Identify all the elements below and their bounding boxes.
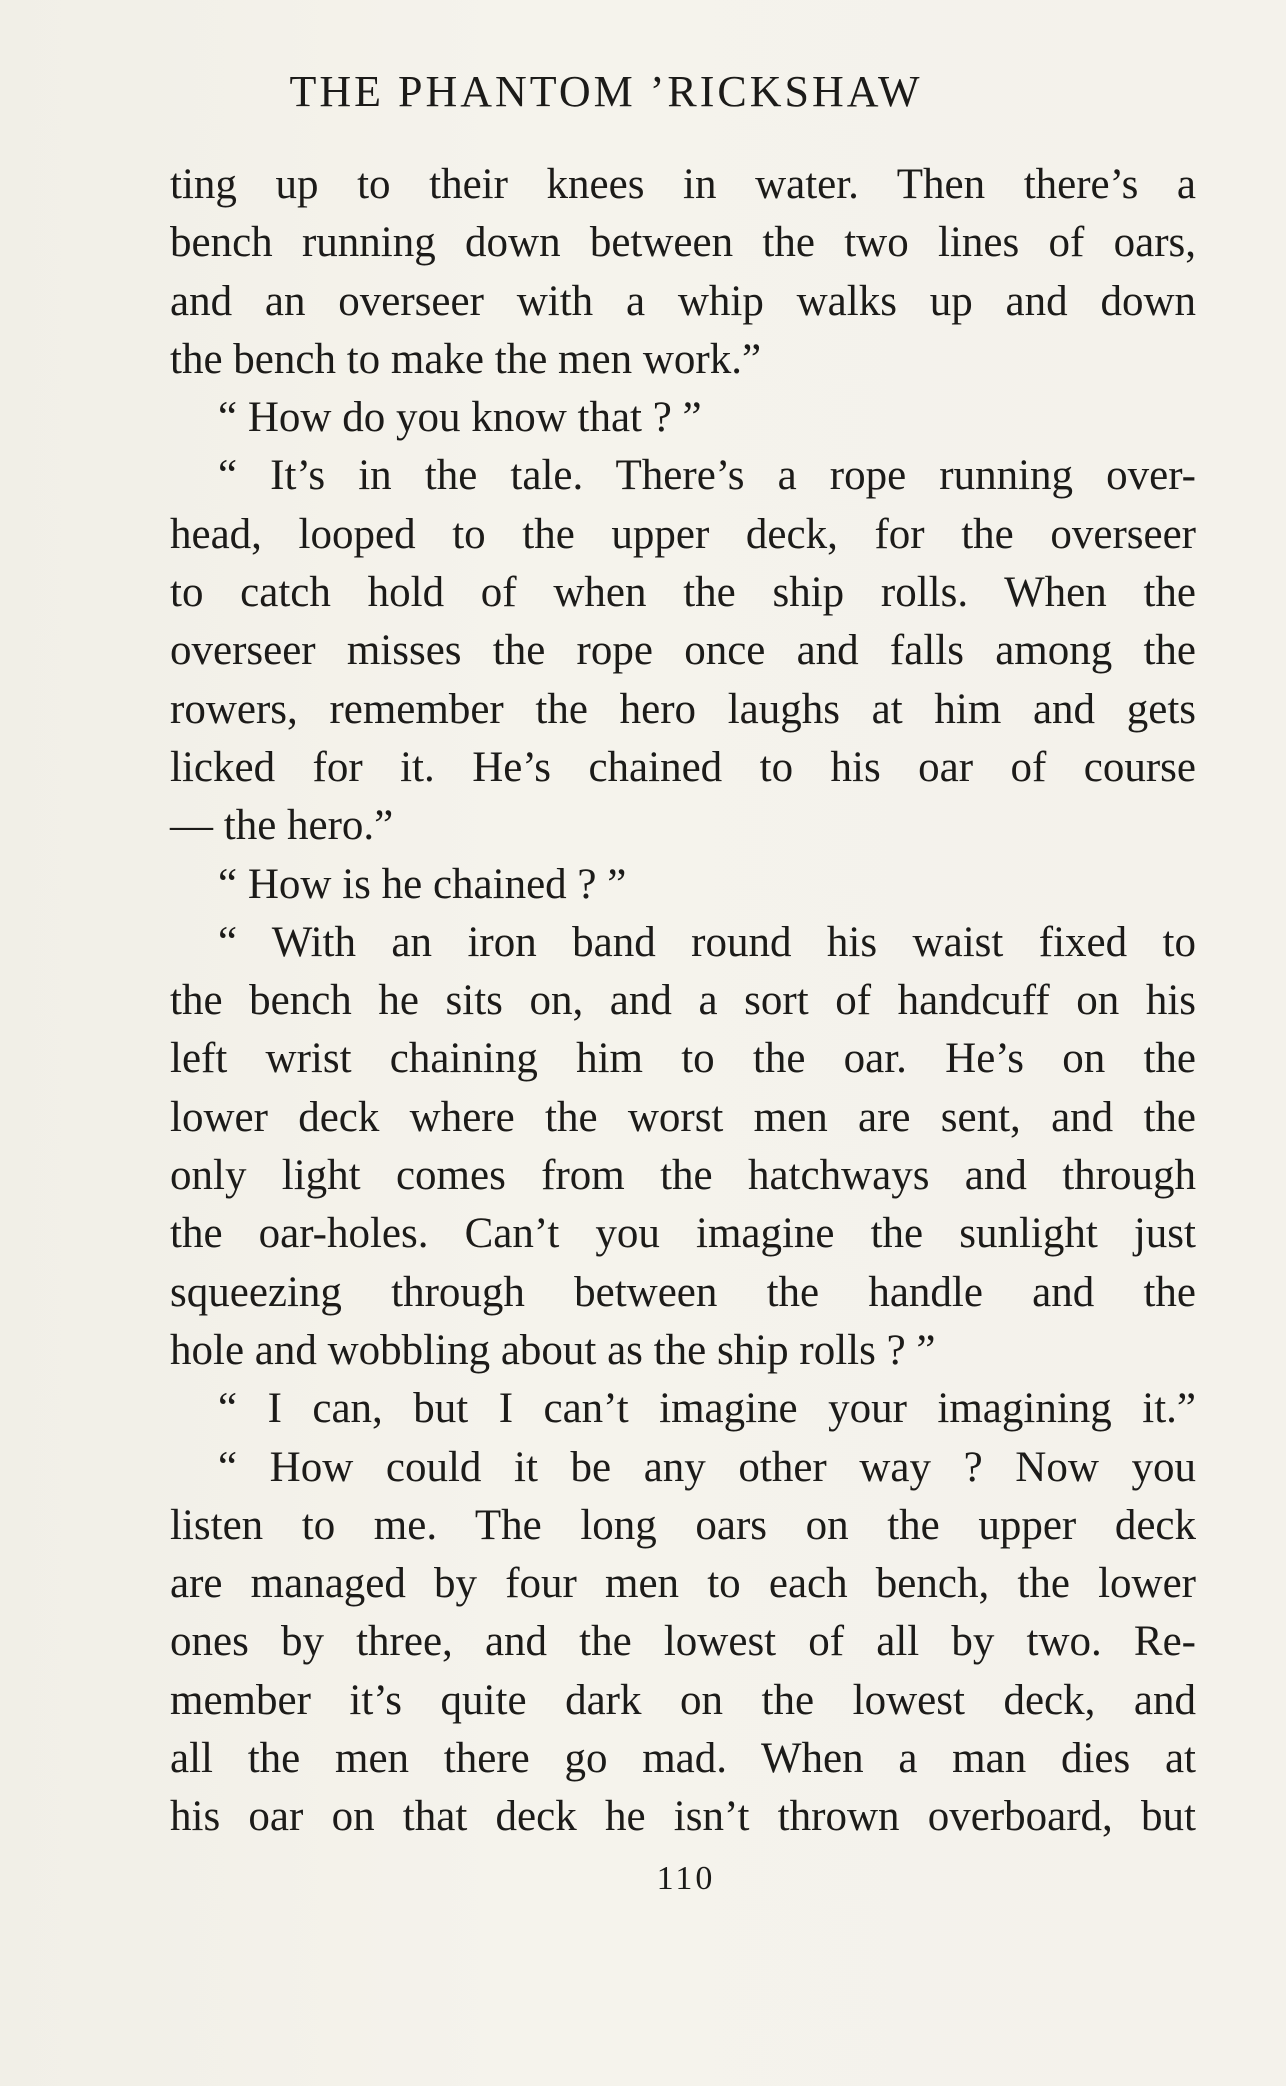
text-line: hole and wobbling about as the ship rolls ? ” [170,1326,936,1374]
body-text [170,156,1196,1847]
text-line: bench running down between the two lines of oars, [170,219,1196,267]
text-line: the bench to make the men work.” [170,335,762,383]
text-line: licked for it. He’s chained to his oar of course [170,743,1196,791]
text-line: overseer misses the rope once and falls among the [170,627,1196,675]
text-line: “ How is he chained ? ” [218,860,627,908]
text-line: “ It’s in the tale. There’s a rope running over- [218,452,1196,500]
text-line: his oar on that deck he isn’t thrown overboard, but [170,1793,1196,1841]
text-line: ting up to their knees in water. Then there’s a [170,161,1196,208]
text-line: rowers, remember the hero laughs at him and gets [170,685,1196,733]
text-line: listen to me. The long oars on the upper deck [170,1501,1196,1549]
text-line: member it’s quite dark on the lowest deck, and [170,1676,1196,1724]
text-line: “ I can, but I can’t imagine your imagining it.” [218,1385,1196,1433]
text-line: only light comes from the hatchways and through [170,1152,1196,1200]
text-line: “ How could it be any other way ? Now you [218,1443,1196,1491]
text-line: are managed by four men to each bench, the lower [170,1560,1196,1608]
page-number: 110 [656,1860,716,1897]
text-line: all the men there go mad. When a man dies at [170,1735,1196,1783]
text-line: squeezing through between the handle and the [170,1268,1196,1316]
text-line: head, looped to the upper deck, for the overseer [170,510,1196,558]
running-head: THE PHANTOM ’RICKSHAW [289,67,923,116]
text-line: “ How do you know that ? ” [218,394,702,442]
text-line: “ With an iron band round his waist fixed to [218,918,1196,966]
text-line: and an overseer with a whip walks up and down [170,277,1196,325]
text-line: ones by three, and the lowest of all by two. Re- [170,1618,1196,1666]
text-line: to catch hold of when the ship rolls. When the [170,569,1196,617]
text-line: — the hero.” [170,802,394,850]
text-line: the bench he sits on, and a sort of handcuff on his [170,977,1196,1025]
text-line: lower deck where the worst men are sent, and the [170,1093,1196,1141]
text-line: left wrist chaining him to the oar. He’s on the [170,1035,1196,1083]
text-line: the oar-holes. Can’t you imagine the sunlight just [170,1210,1196,1258]
